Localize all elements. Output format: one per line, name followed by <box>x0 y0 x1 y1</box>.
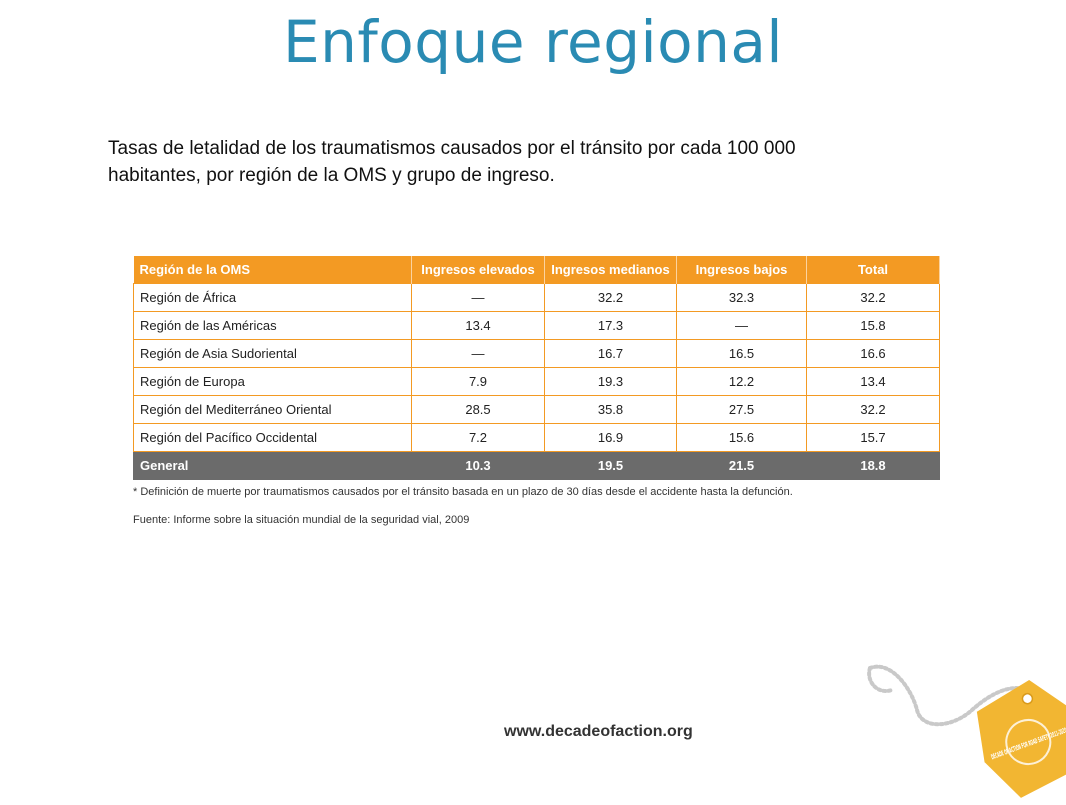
table-row <box>134 424 940 452</box>
cell-total-value: 21.5 <box>677 452 807 480</box>
cell-value: 32.2 <box>545 284 677 312</box>
logo-icon <box>862 650 1066 800</box>
cell-value: 16.7 <box>545 340 677 368</box>
slide-subtitle: Tasas de letalidad de los traumatismos causados por el tránsito por cada 100 000 habitantes, por región de la OMS y grupo de ingreso. <box>108 138 796 186</box>
cell-value: 16.5 <box>677 340 807 368</box>
header-high-income: Ingresos elevados <box>412 256 545 284</box>
cell-value: 16.9 <box>545 424 677 452</box>
header-middle-income: Ingresos medianos <box>545 256 677 284</box>
cell-value: 12.2 <box>677 368 807 396</box>
cell-value: — <box>412 340 545 368</box>
cell-total-label: General <box>134 452 412 480</box>
cell-value: 15.8 <box>807 312 940 340</box>
cell-region: Región de Europa <box>134 368 412 396</box>
cell-value: 7.2 <box>412 424 545 452</box>
table-row <box>134 284 940 312</box>
table-row <box>134 340 940 368</box>
source-note: Fuente: Informe sobre la situación mundial de la seguridad vial, 2009 <box>133 514 470 526</box>
table-row <box>134 368 940 396</box>
cell-region: Región del Mediterráneo Oriental <box>134 396 412 424</box>
cell-total-value: 10.3 <box>412 452 545 480</box>
cell-region: Región de Asia Sudoriental <box>134 340 412 368</box>
rates-table-container <box>133 256 939 480</box>
table-header-row <box>134 256 940 284</box>
definition-note: * Definición de muerte por traumatismos causados por el tránsito basada en un plazo de 30 días desde el accidente hasta la defunción. <box>133 486 793 498</box>
cell-value: 13.4 <box>807 368 940 396</box>
cell-value: 27.5 <box>677 396 807 424</box>
cell-region: Región de las Américas <box>134 312 412 340</box>
cell-total-value: 19.5 <box>545 452 677 480</box>
rates-table <box>133 256 940 480</box>
decade-of-action-logo <box>862 650 1066 800</box>
cell-value: 19.3 <box>545 368 677 396</box>
cell-value: 32.2 <box>807 284 940 312</box>
header-region: Región de la OMS <box>134 256 412 284</box>
cell-value: 32.2 <box>807 396 940 424</box>
cell-value: 15.7 <box>807 424 940 452</box>
cell-value: 16.6 <box>807 340 940 368</box>
cell-value: — <box>412 284 545 312</box>
cell-value: 13.4 <box>412 312 545 340</box>
cell-value: 17.3 <box>545 312 677 340</box>
website-link[interactable]: www.decadeofaction.org <box>504 723 693 740</box>
slide-title: Enfoque regional <box>282 8 784 76</box>
cell-value: 32.3 <box>677 284 807 312</box>
table-row <box>134 312 940 340</box>
header-total: Total <box>807 256 940 284</box>
cell-value: 7.9 <box>412 368 545 396</box>
cell-value: — <box>677 312 807 340</box>
cell-region: Región del Pacífico Occidental <box>134 424 412 452</box>
table-total-row <box>134 452 940 480</box>
cell-value: 28.5 <box>412 396 545 424</box>
table-row <box>134 396 940 424</box>
cell-total-value: 18.8 <box>807 452 940 480</box>
header-low-income: Ingresos bajos <box>677 256 807 284</box>
cell-value: 35.8 <box>545 396 677 424</box>
cell-region: Región de África <box>134 284 412 312</box>
cell-value: 15.6 <box>677 424 807 452</box>
